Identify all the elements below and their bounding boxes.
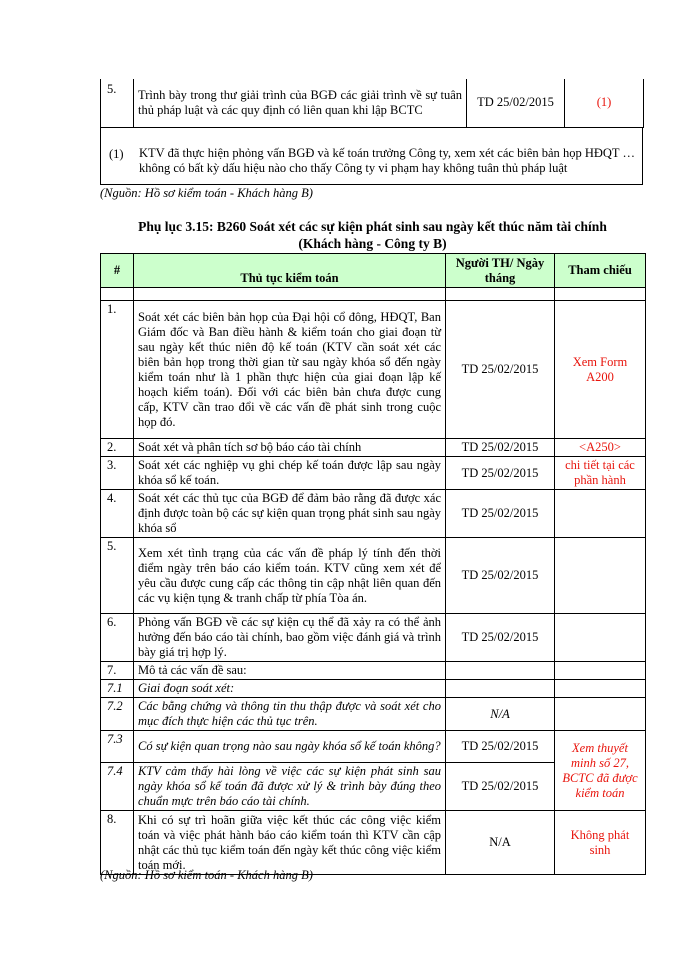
table-row	[101, 731, 646, 763]
performer-cell	[446, 680, 555, 698]
table-row	[101, 538, 646, 614]
appendix-subtitle: (Khách hàng - Công ty B)	[298, 236, 447, 251]
procedure-cell: Soát xét các nghiệp vụ ghi chép kế toán được lập sau ngày khóa sổ kế toán.	[134, 457, 446, 490]
reference-cell	[555, 614, 646, 662]
performer-cell: TD 25/02/2015	[446, 763, 555, 811]
table-row	[101, 457, 646, 490]
header-reference: Tham chiếu	[555, 254, 646, 288]
procedure-cell: Soát xét và phân tích sơ bộ báo cáo tài chính	[134, 439, 446, 457]
reference-cell: chi tiết tại các phần hành	[555, 457, 646, 490]
performer-cell: TD 25/02/2015	[446, 731, 555, 763]
header-num: #	[101, 254, 134, 288]
table-row	[101, 811, 646, 875]
performer-cell: N/A	[446, 811, 555, 875]
table-row	[101, 662, 646, 680]
row-number: 5.	[101, 79, 134, 127]
table-row	[101, 490, 646, 538]
performer-cell	[446, 662, 555, 680]
audit-procedure-table	[100, 253, 646, 875]
source-note-2: (Nguồn: Hồ sơ kiểm toán - Khách hàng B)	[100, 868, 313, 882]
table-row	[101, 698, 646, 731]
reference-cell	[555, 680, 646, 698]
top-table	[100, 79, 644, 128]
reference-cell	[555, 490, 646, 538]
procedure-cell: Soát xét các biên bản họp của Đại hội cổ đông, HĐQT, Ban Giám đốc và Ban điều hành & kiểm toán cho giai đoạn từ sau ngày kết thúc niên độ kế toán (KTV cần soát xét các biên bản họp trong thời gian từ sau ngày khóa sổ đến ngày kiểm toán như là 1 phần thực hiện của giai đoạn lập kế hoạch kiểm toán). Đối với các biên bản chưa được cung cấp, KTV cần trao đổi về các vấn đề phát sinh trong cuộc họp đó.	[134, 301, 446, 439]
table-row	[101, 614, 646, 662]
row-number: 7.2	[101, 698, 134, 731]
table-row	[101, 680, 646, 698]
procedure-cell: Xem xét tình trạng của các vấn đề pháp lý tính đến thời điểm ngày trên báo cáo kiểm toán. KTV cũng xem xét để yêu cầu được cung cấp các thông tin cập nhật liên quan đến các vụ kiện tụng & tranh chấp từ phía Tòa án.	[134, 538, 446, 614]
procedure-cell: Mô tả các vấn đề sau:	[134, 662, 446, 680]
table-header-row	[101, 254, 646, 288]
performer-cell: TD 25/02/2015	[467, 79, 565, 127]
reference-cell: (1)	[565, 79, 644, 127]
row-number: 1.	[101, 301, 134, 439]
row-number: 4.	[101, 490, 134, 538]
performer-cell: TD 25/02/2015	[446, 538, 555, 614]
performer-cell: TD 25/02/2015	[446, 439, 555, 457]
appendix-title: Phụ lục 3.15: B260 Soát xét các sự kiện phát sinh sau ngày kết thúc năm tài chính	[138, 219, 607, 234]
procedure-cell: Soát xét các thủ tục của BGĐ để đảm bảo rằng đã được xác định được toàn bộ các sự kiện quan trọng phát sinh sau ngày khóa sổ	[134, 490, 446, 538]
row-number: 2.	[101, 439, 134, 457]
row-number: 7.1	[101, 680, 134, 698]
reference-cell	[555, 538, 646, 614]
procedure-cell: Các bằng chứng và thông tin thu thập được và soát xét cho mục đích thực hiện các thủ tục trên.	[134, 698, 446, 731]
reference-cell: Xem thuyết minh số 27, BCTC đã được kiểm toán	[555, 731, 646, 811]
row-number: 7.3	[101, 731, 134, 763]
row-number: 7.4	[101, 763, 134, 811]
row-number: 5.	[101, 538, 134, 614]
procedure-cell: Khi có sự trì hoãn giữa việc kết thúc các công việc kiểm toán và việc phát hành báo cáo kiểm toán thì KTV cần cập nhật các thủ tục kiểm toán đến ngày kết thúc công việc kiểm toán mới.	[134, 811, 446, 875]
procedure-cell: Giai đoạn soát xét:	[134, 680, 446, 698]
note-text: KTV đã thực hiện phỏng vấn BGĐ và kế toán trưởng Công ty, xem xét các biên bản họp HĐQT …không có bất kỳ dấu hiệu nào cho thấy Công ty vi phạm hay không tuân thủ pháp luật	[139, 146, 635, 175]
source-note-1: (Nguồn: Hồ sơ kiểm toán - Khách hàng B)	[100, 186, 313, 200]
note-block	[100, 127, 643, 185]
header-performer: Người TH/ Ngày tháng	[446, 254, 555, 288]
table-row	[101, 439, 646, 457]
row-number: 6.	[101, 614, 134, 662]
procedure-cell: Có sự kiện quan trọng nào sau ngày khóa sổ kế toán không?	[134, 731, 446, 763]
spacer-row	[101, 288, 646, 301]
row-number: 3.	[101, 457, 134, 490]
reference-cell: <A250>	[555, 439, 646, 457]
performer-cell: TD 25/02/2015	[446, 614, 555, 662]
performer-cell: TD 25/02/2015	[446, 490, 555, 538]
table-row	[101, 301, 646, 439]
table-row	[101, 79, 644, 127]
row-number: 8.	[101, 811, 134, 875]
note-number: (1)	[109, 147, 124, 161]
performer-cell: N/A	[446, 698, 555, 731]
procedure-cell: Phỏng vấn BGĐ về các sự kiện cụ thể đã xảy ra có thể ảnh hưởng đến báo cáo tài chính, bao gồm việc đánh giá và trình bày giá trị hợp lý.	[134, 614, 446, 662]
reference-cell: Không phát sinh	[555, 811, 646, 875]
row-number: 7.	[101, 662, 134, 680]
reference-cell	[555, 698, 646, 731]
reference-cell: Xem Form A200	[555, 301, 646, 439]
performer-cell: TD 25/02/2015	[446, 301, 555, 439]
procedure-cell: Trình bày trong thư giải trình của BGĐ các giải trình về sự tuân thủ pháp luật và các quy định có liên quan khi lập BCTC	[134, 79, 467, 127]
reference-cell	[555, 662, 646, 680]
procedure-cell: KTV cảm thấy hài lòng về việc các sự kiện phát sinh sau ngày khóa sổ kế toán đã được xử lý & trình bày đúng theo chuẩn mực trên báo cáo tài chính.	[134, 763, 446, 811]
performer-cell: TD 25/02/2015	[446, 457, 555, 490]
header-procedure: Thủ tục kiểm toán	[134, 254, 446, 288]
